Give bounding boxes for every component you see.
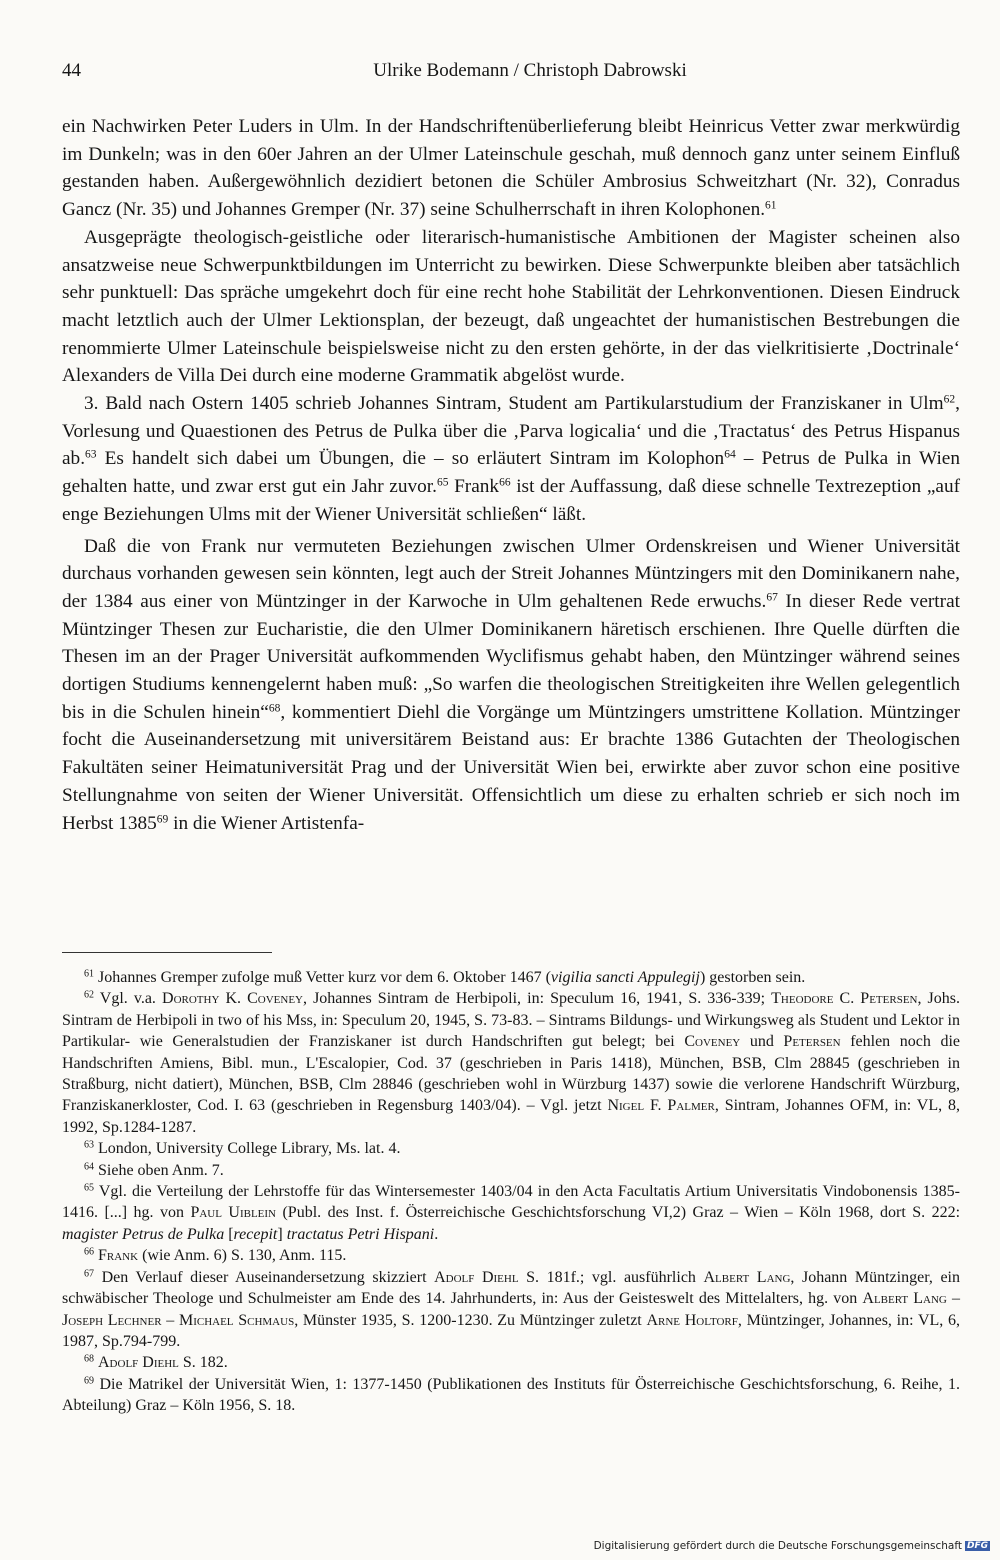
footnotes — [62, 967, 960, 1417]
paragraph-1: ein Nachwirken Peter Luders in Ulm. In der Handschriftenüberlieferung bleibt Heinricus Vetter zwar merkwürdig im Dunkeln; was in den 60er Jahren an der Ulmer Lateinschule geschah, muß dennoch ganz unter seinem Einfluß gestanden haben. Außergewöhnlich dezidiert betonen die Schüler Ambrosius Schweitzhart (Nr. 32), Conradus Gancz (Nr. 35) und Johannes Gremper (Nr. 37) seine Schulherrschaft in ihren Kolophonen.$^{61}$ — [62, 116, 960, 221]
footnote-ref[interactable]: 63 — [85, 449, 97, 462]
footnote-61: $^{61}$ Johannes Gremper zufolge muß Vetter kurz vor dem 6. Oktober 1467 (vigilia sancti Appulegij) gestorben sein. — [84, 968, 806, 986]
paragraph-2: Ausgeprägte theologisch-geistliche oder literarisch-humanistische Ambitionen der Magister scheinen also ansatzweise neue Schwerpunktbildungen im Unterricht zu bewirken. Diese Schwerpunkte bleiben aber tatsächlich sehr punktuell: Das spräche umgekehrt doch für eine recht hohe Stabilität der Lehrkonventionen. Diesen Eindruck macht letztlich auch der Ulmer Lektionsplan, der bezeugt, daß ungeachtet der humanistischen Bestrebungen die renommierte Ulmer Lateinschule beispielsweise nicht zu den ersten gehörte, in der das vielkritisierte ‚Doctrinale‘ Alexanders de Villa Dei durch eine moderne Grammatik abgelöst wurde. — [62, 226, 960, 387]
footnote-ref[interactable]: 67 — [766, 591, 778, 604]
footnote-67: $^{67}$ Den Verlauf dieser Auseinandersetzung skizziert Adolf Diehl S. 181f.; vgl. ausführlich Albert Lang, Johann Müntzinger, ein schwäbischer Theologe und Schulmeister am Ende des 14. Jahrhunderts, in: Aus der Geisteswelt des Mittelalters, hg. von Albert Lang – Joseph Lechner – Michael Schmaus, Münster 1935, S. 1200-1230. Zu Müntzinger zuletzt Arne Holtorf, Müntzinger, Johannes, in: VL, 6, 1987, Sp.794-799. — [62, 1268, 960, 1350]
footnote-66: $^{66}$ Frank (wie Anm. 6) S. 130, Anm. 115. — [84, 1246, 347, 1265]
page-number: 44 — [62, 60, 81, 81]
footnote-ref[interactable]: 62 — [943, 393, 956, 406]
footnote-ref[interactable]: 68 — [268, 702, 281, 715]
dfg-logo: DFG — [966, 1541, 988, 1551]
digitization-credit: Digitalisierung gefördert durch die Deutsche Forschungsgemeinschaft DFG — [593, 1540, 988, 1552]
footnote-68: $^{68}$ Adolf Diehl S. 182. — [84, 1353, 228, 1372]
footnote-ref[interactable]: 65 — [436, 476, 449, 489]
paragraph-4: Daß die von Frank nur vermuteten Beziehungen zwischen Ulmer Ordenskreisen und Wiener Universität durchaus vorhanden gewesen sein könnten, legt auch der Streit Johannes Müntzingers mit den Dominikanern nahe, der 1384 aus einer von Müntzinger in der Karwoche in Ulm gehaltenen Rede erwuchs.$^{67}$ In dieser Rede vertrat Müntzinger Thesen zur Eucharistie, die den Ulmer Dominikanern häretisch erschienen. Ihre Quelle dürften die Thesen im an der Prager Universität aufkommenden Wyclifismus gehabt haben, den Müntzinger während seines dortigen Studiums kennengelernt haben muß: „So warfen die theologischen Streitigkeiten ihre Wellen gelegentlich bis in die Schulen hinein“$^{68}$, kommentiert Diehl die Vorgänge um Müntzingers umstrittene Kollation. Müntzinger focht die Auseinandersetzung mit universitärem Beistand aus: Er brachte 1386 Gutachten der Theologischen Fakultäten seiner Heimatuniversität Prag und der Universität Wien bei, erwirkte aber zuvor schon eine positive Stellungnahme von seiten der Wiener Universität. Offensichtlich um diese zu erhalten schrieb er sich noch im Herbst 1385$^{69}$ in die Wiener Artistenfa- — [62, 535, 960, 834]
running-head — [62, 60, 958, 90]
footnote-62: $^{62}$ Vgl. v.a. Dorothy K. Coveney, Johannes Sintram de Herbipoli, in: Speculum 16, 1941, S. 336-339; Theodore C. Petersen, Johs. Sintram de Herbipoli in two of his Mss, in: Speculum 20, 1945, S. 73-83. – Sintrams Bildungs- und Wirkungsweg als Student und Lektor in Partikular- wie Generalstudien der Franziskaner ist durch Handschriften gut belegt; bei Coveney und Petersen fehlen noch die Handschriften Amiens, Bibl. mun., L'Escalopier, Cod. 37 (geschrieben in Paris 1418), München, BSB, Clm 28845 (geschrieben in Straßburg, nicht datiert), München, BSB, Clm 28846 (geschrieben wohl in Würzburg 1437) sowie die verlorene Handschrift Würzburg, Franziskanerkloster, Cod. I. 63 (geschrieben in Regensburg 1403/04). – Vgl. jetzt Nigel F. Palmer, Sintram, Johannes OFM, in: VL, 8, 1992, Sp.1284-1287. — [62, 989, 961, 1136]
footnote-ref[interactable]: 61 — [765, 199, 777, 212]
footnote-divider — [62, 952, 272, 953]
footnote-65: $^{65}$ Vgl. die Verteilung der Lehrstoffe für das Wintersemester 1403/04 in den Acta Facultatis Artium Universitatis Vindobonensis 1385-1416. [...] hg. von Paul Uiblein (Publ. des Inst. f. Österreichische Geschichtsforschung VI,2) Graz – Wien – Köln 1968, dort S. 222: magister Petrus de Pulka [recepit] tractatus Petri Hispani. — [62, 1182, 961, 1243]
footnote-ref[interactable]: 64 — [724, 449, 736, 462]
main-text — [62, 113, 960, 837]
running-title: Ulrike Bodemann / Christoph Dabrowski — [373, 60, 687, 81]
footnote-63: $^{63}$ London, University College Library, Ms. lat. 4. — [84, 1139, 401, 1158]
footnote-64: $^{64}$ Siehe oben Anm. 7. — [84, 1161, 224, 1179]
footnote-69: $^{69}$ Die Matrikel der Universität Wien, 1: 1377-1450 (Publikationen des Instituts für Österreichische Geschichtsforschung, 6. Reihe, 1. Abteilung) Graz – Köln 1956, S. 18. — [62, 1375, 960, 1415]
footnote-ref[interactable]: 69 — [156, 813, 169, 826]
paragraph-3: 3. Bald nach Ostern 1405 schrieb Johannes Sintram, Student am Partikularstudium der Franziskaner in Ulm$^{62}$, Vorlesung und Quaestionen des Petrus de Pulka über die ‚Parva logicalia‘ und die ‚Tractatus‘ des Petrus Hispanus ab.$^{63}$ Es handelt sich dabei um Übungen, die – so erläutert Sintram im Kolophon$^{64}$ – Petrus de Pulka in Wien gehalten hatte, und zwar erst gut ein Jahr zuvor.$^{65}$ Frank$^{66}$ ist der Auffassung, daß diese schnelle Textrezeption „auf enge Beziehungen Ulms mit der Wiener Universität schließen“ läßt. — [62, 393, 961, 525]
footnote-ref[interactable]: 66 — [499, 476, 511, 489]
